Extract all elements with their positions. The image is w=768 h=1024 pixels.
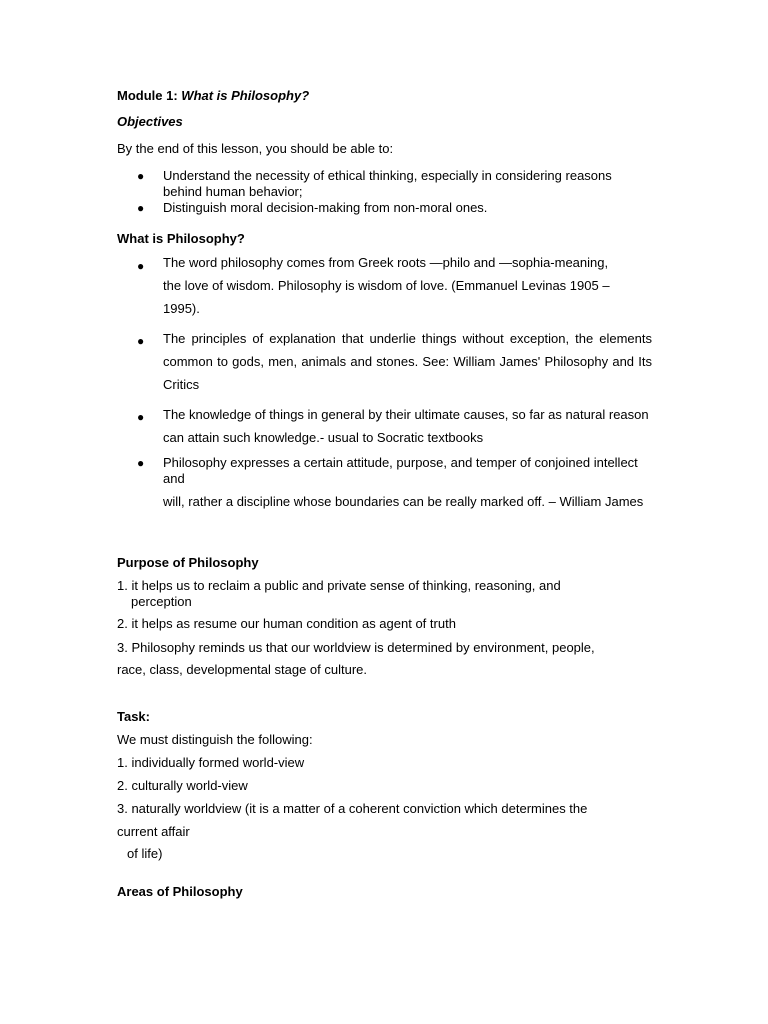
task-item-continuation: current affair [117, 824, 190, 839]
module-title-text: What is Philosophy? [181, 88, 310, 103]
objective-item: Understand the necessity of ethical thinking, especially in considering reasons behind human behavior; [163, 168, 612, 199]
areas-heading: Areas of Philosophy [117, 884, 243, 899]
purpose-item: 1. it helps us to reclaim a public and private sense of thinking, reasoning, and [117, 578, 561, 593]
definition-item: Philosophy expresses a certain attitude, purpose, and temper of conjoined intellect and [163, 455, 638, 486]
task-heading: Task: [117, 709, 150, 724]
what-is-heading: What is Philosophy? [117, 231, 245, 246]
task-intro: We must distinguish the following: [117, 732, 313, 747]
task-item: 1. individually formed world-view [117, 755, 305, 770]
definition-item: The word philosophy comes from Greek roots —philo and —sophia-meaning, the love of wisdom. Philosophy is wisdom of love. (Emmanuel Levinas 1905 – 1995). [163, 255, 610, 316]
objective-item: Distinguish moral decision-making from non-moral ones. [163, 200, 488, 215]
task-item: 3. naturally worldview (it is a matter of a coherent conviction which determines the [117, 801, 588, 816]
bullet-icon: ● [137, 410, 145, 424]
purpose-item-continuation: perception [131, 594, 192, 609]
module-label: Module 1: [117, 88, 178, 103]
task-item: 2. culturally world-view [117, 778, 248, 793]
bullet-icon: ● [137, 259, 145, 273]
module-title [117, 88, 309, 104]
purpose-item-continuation: race, class, developmental stage of culture. [117, 662, 368, 677]
bullet-icon: ● [137, 201, 145, 215]
purpose-item: 3. Philosophy reminds us that our worldview is determined by environment, people, [117, 640, 595, 655]
task-item-continuation: of life) [127, 846, 163, 861]
purpose-item: 2. it helps as resume our human condition as agent of truth [117, 616, 456, 631]
definition-item: The principles of explanation that underlie things without exception, the elements common to gods, men, animals and stones. See: William James' Philosophy and Its Critics [163, 331, 652, 392]
objectives-intro: By the end of this lesson, you should be able to: [117, 141, 394, 156]
objectives-heading [117, 114, 183, 130]
definition-item: The knowledge of things in general by their ultimate causes, so far as natural reason can attain such knowledge.- usual to Socratic textbooks [163, 407, 649, 445]
bullet-icon: ● [137, 334, 145, 348]
bullet-icon: ● [137, 456, 145, 470]
bullet-icon: ● [137, 169, 145, 183]
objectives-heading-text: Objectives [117, 114, 183, 129]
definition-item-continuation: will, rather a discipline whose boundaries can be really marked off. – William James [163, 494, 644, 509]
purpose-heading: Purpose of Philosophy [117, 555, 259, 570]
